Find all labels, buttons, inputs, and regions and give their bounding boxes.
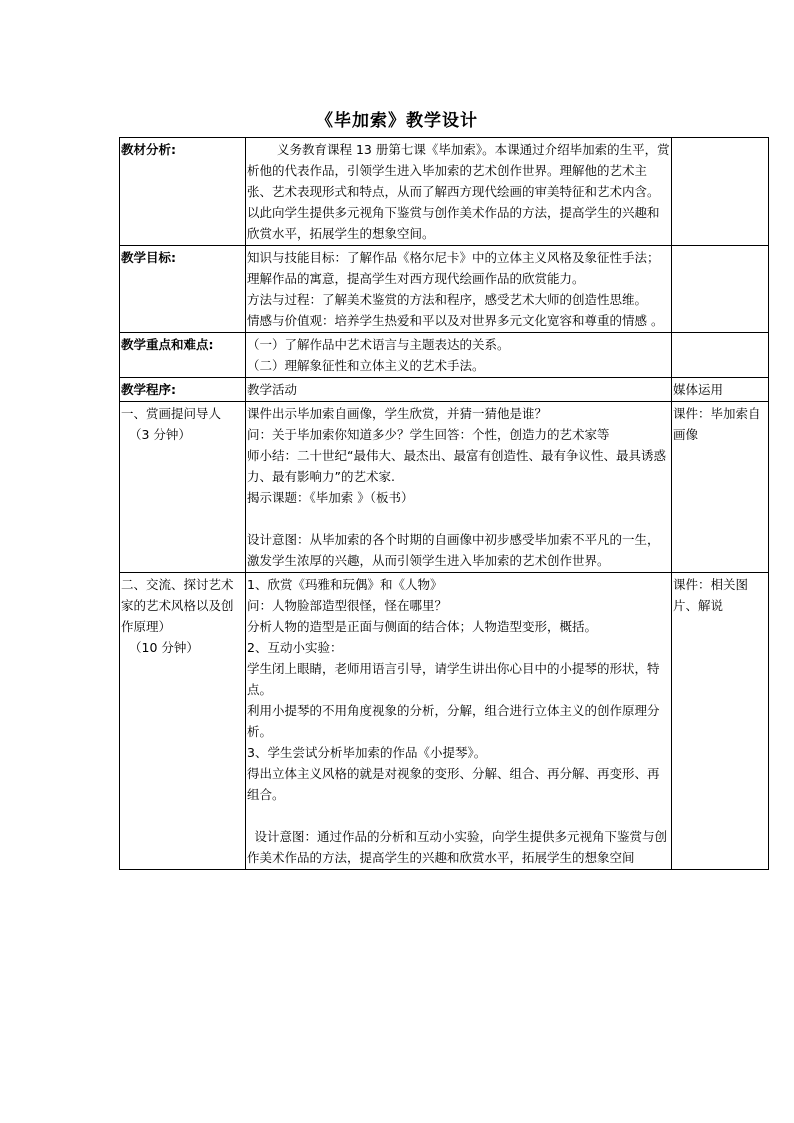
analysis-text: 义务教育课程 13 册第七课《毕加索》。本课通过介绍毕加索的生平，赏析他的代表作品，引领学生进入毕加索的艺术创作世界。理解他的艺术主张、艺术表现形式和特点，从而了解西方现代绘画的审美特征和艺术内含。以此向学生提供多元视角下鉴赏与创作美术作品的方法，提高学生的兴趣和欣赏水平，拓展学生的想象空间。: [246, 138, 672, 246]
step-2-name: 二、交流、探讨艺术家的艺术风格以及创作原理）: [121, 577, 234, 634]
step-2-line: 利用小提琴的不用角度视象的分析，分解，组合进行立体主义的创作原理分析。: [247, 703, 660, 739]
row-step-1: [120, 402, 769, 573]
step-1-time: （3 分钟）: [129, 427, 191, 442]
row-header: [120, 378, 769, 402]
key-media-cell: [672, 333, 769, 378]
step-2-media: 课件：相关图片、解说: [672, 573, 769, 870]
header-procedure: 教学程序:: [120, 378, 246, 402]
step-1-blank: [247, 508, 670, 529]
goals-text: [246, 246, 672, 333]
key-points-text: [246, 333, 672, 378]
row-key-points: [120, 333, 769, 378]
goal-emotion: 情感与价值观：培养学生热爱和平以及对世界多元文化宽容和尊重的情感 。: [247, 313, 664, 328]
step-2-line: 学生闭上眼睛，老师用语言引导，请学生讲出你心目中的小提琴的形状，特点。: [247, 661, 660, 697]
step-2-line: 1、欣赏《玛雅和玩偶》和《人物》: [247, 577, 443, 592]
step-2-name-cell: [120, 573, 246, 870]
step-1-activity: [246, 402, 672, 573]
step-2-intent: 设计意图：通过作品的分析和互动小实验，向学生提供多元视角下鉴赏与创作美术作品的方法，提高学生的兴趣和欣赏水平，拓展学生的想象空间: [247, 829, 668, 865]
step-1-name-cell: [120, 402, 246, 573]
step-2-line: 得出立体主义风格的就是对视象的变形、分解、组合、再分解、再变形、再组合。: [247, 766, 660, 802]
step-2-line: 问：人物脸部造型很怪，怪在哪里？: [247, 598, 448, 613]
label-goals: 教学目标:: [120, 246, 246, 333]
lesson-plan-table: [119, 137, 769, 870]
key-point-2: （二）理解象征性和立体主义的艺术手法。: [247, 358, 485, 373]
step-2-activity: [246, 573, 672, 870]
step-1-name: 一、赏画提问导人: [121, 406, 222, 421]
goal-knowledge: 知识与技能目标：了解作品《格尔尼卡》中的立体主义风格及象征性手法；理解作品的寓意，提高学生对西方现代绘画作品的欣赏能力。: [247, 250, 660, 286]
row-analysis: [120, 138, 769, 246]
label-analysis: 教材分析:: [120, 138, 246, 246]
step-2-line: 3、学生尝试分析毕加索的作品《小提琴》。: [247, 745, 487, 760]
document-title: 《毕加索》教学设计: [316, 111, 478, 131]
step-2-line: 分析人物的造型是正面与侧面的结合体；人物造型变形，概括。: [247, 619, 598, 634]
header-media: 媒体运用: [672, 378, 769, 402]
header-activity: 教学活动: [246, 378, 672, 402]
step-1-line: 师小结：二十世纪“最伟大、最杰出、最富有创造性、最有争议性、最具诱惑力、最有影响力”的艺术家.: [247, 448, 666, 484]
key-point-1: （一）了解作品中艺术语言与主题表达的关系。: [247, 337, 510, 352]
step-1-line: 课件出示毕加索自画像，学生欣赏，并猜一猜他是谁？: [247, 406, 548, 421]
step-1-line: 问：关于毕加索你知道多少？学生回答：个性，创造力的艺术家等: [247, 427, 610, 442]
row-goals: [120, 246, 769, 333]
goals-media-cell: [672, 246, 769, 333]
step-2-blank: [247, 805, 670, 826]
analysis-media-cell: [672, 138, 769, 246]
step-1-media: 课件：毕加索自画像: [672, 402, 769, 573]
step-2-time: （10 分钟）: [129, 640, 199, 655]
step-2-line: 2、互动小实验：: [247, 640, 343, 655]
row-step-2: [120, 573, 769, 870]
label-key-points: 教学重点和难点:: [120, 333, 246, 378]
goal-method: 方法与过程：了解美术鉴赏的方法和程序，感受艺术大师的创造性思维。: [247, 292, 648, 307]
step-1-intent: 设计意图：从毕加索的各个时期的自画像中初步感受毕加索不平凡的一生，激发学生浓厚的兴趣，从而引领学生进入毕加索的艺术创作世界。: [247, 532, 660, 568]
step-1-line: 揭示课题：《毕加索 》（板书）: [247, 490, 414, 505]
